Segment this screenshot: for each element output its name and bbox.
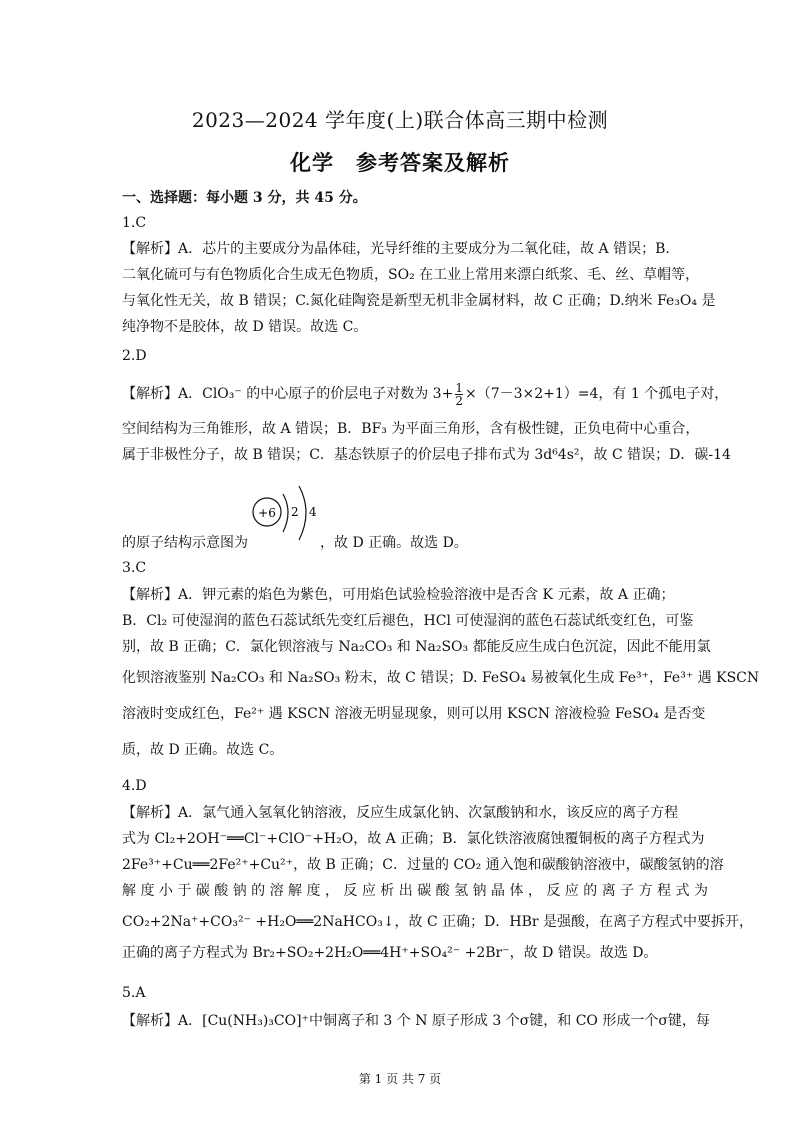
- page-title: 2023—2024 学年度(上)联合体高三期中检测: [191, 108, 609, 132]
- explanation-3: [122, 582, 760, 768]
- explanation-4-line-3: 2Fe³⁺+Cu══2Fe²⁺+Cu²⁺，故 B 正确；C．过量的 CO₂ 通入饱和碳酸钠溶液中，碳酸氢钠的溶: [122, 857, 724, 873]
- explanation-2-line-3: 属于非极性分子，故 B 错误；C．基态铁原子的价层电子排布式为 3d⁶4s²，故 C 错误；D．碳-14: [122, 447, 731, 463]
- explanation-3-line-2: B．Cl₂ 可使湿润的蓝色石蕊试纸先变红后褪色，HCl 可使湿润的蓝色石蕊试纸变红色，可鉴: [122, 613, 694, 629]
- explanation-1-line-4: 纯净物不是胶体，故 D 错误。故选 C。: [122, 319, 368, 335]
- shell-1-electrons: 2: [291, 505, 299, 519]
- explanation-3-line-6: 质，故 D 正确。故选 C。: [122, 742, 284, 758]
- explanation-2-line-1b: ×（7－3×2+1）=4，有 1 个孤电子对，: [464, 386, 729, 402]
- answer-1: 1.C: [122, 215, 147, 231]
- explanation-1-line-3: 与氧化性无关，故 B 错误；C.氮化硅陶瓷是新型无机非金属材料，故 C 正确；D.纳米 Fe₃O₄ 是: [122, 293, 716, 309]
- fraction-denominator: 2: [455, 393, 463, 408]
- explanation-1-line-2: 二氧化硫可与有色物质化合生成无色物质，SO₂ 在工业上常用来漂白纸浆、毛、丝、草帽等，: [122, 267, 700, 283]
- section-heading: 一、选择题：每小题 3 分，共 45 分。: [122, 190, 367, 206]
- answer-2: 2.D: [122, 348, 147, 364]
- explanation-5-line-1: 【解析】A．[Cu(NH₃)₃CO]⁺中铜离子和 3 个 N 原子形成 3 个σ键，和 CO 形成一个σ键，每: [122, 1013, 710, 1029]
- answer-3: 3.C: [122, 560, 147, 576]
- electron-shell-1: [283, 494, 288, 532]
- explanation-4: [122, 800, 754, 966]
- explanation-2-line-4b: ，故 D 正确。故选 D。: [320, 535, 468, 551]
- page-subtitle: 化学 参考答案及解析: [290, 150, 510, 175]
- explanation-1-line-1: 【解析】A．芯片的主要成分为晶体硅，光导纤维的主要成分为二氧化硅，故 A 错误；B.: [122, 241, 670, 257]
- explanation-4-line-1: 【解析】A．氯气通入氢氧化钠溶液，反应生成氯化钠、次氯酸钠和水，该反应的离子方程: [122, 805, 679, 821]
- explanation-1: [122, 236, 716, 340]
- explanation-3-line-1: 【解析】A．钾元素的焰色为紫色，可用焰色试验检验溶液中是否含 K 元素，故 A 正确；: [122, 587, 675, 603]
- explanation-2-line-1: [122, 376, 729, 412]
- electron-shell-2: [299, 486, 306, 540]
- explanation-2-line-2: 空间结构为三角锥形，故 A 错误；B．BF₃ 为平面三角形，含有极性键，正负电荷中心重合，: [122, 421, 700, 437]
- shell-2-electrons: 4: [309, 505, 317, 519]
- explanation-3-line-3: 别，故 B 正确；C．氯化钡溶液与 Na₂CO₃ 和 Na₂SO₃ 都能反应生成白色沉淀，因此不能用氯: [122, 639, 711, 655]
- answer-5: 5.A: [122, 985, 146, 1001]
- fraction-numerator: 1: [455, 380, 463, 395]
- explanation-4-line-5: CO₂+2Na⁺+CO₃²⁻ +H₂O══2NaHCO₃↓，故 C 正确；D．HBr 是强酸，在离子方程式中要拆开，: [122, 914, 754, 930]
- explanation-3-line-5: 溶液时变成红色，Fe²⁺ 遇 KSCN 溶液无明显现象，则可以用 KSCN 溶液检验 FeSO₄ 是否变: [122, 706, 706, 722]
- explanation-3-line-4: 化钡溶液鉴别 Na₂CO₃ 和 Na₂SO₃ 粉末，故 C 错误；D. FeSO₄ 易被氧化生成 Fe³⁺，Fe³⁺ 遇 KSCN: [122, 670, 760, 686]
- explanation-4-line-4: 解 度 小 于 碳 酸 钠 的 溶 解 度 ， 反 应 析 出 碳 酸 氢 钠 晶 体 ， 反 应 的 离 子 方 程 式 为: [122, 883, 708, 899]
- explanation-5: [122, 1008, 710, 1034]
- page-footer: 第 1 页 共 7 页: [358, 1072, 442, 1086]
- explanation-4-line-6: 正确的离子方程式为 Br₂+SO₂+2H₂O══4H⁺+SO₄²⁻ +2Br⁻，故 D 错误。故选 D。: [122, 945, 658, 961]
- explanation-2: [122, 376, 731, 468]
- nucleus-charge: +6: [258, 506, 276, 520]
- fraction-one-half: [455, 382, 463, 407]
- explanation-2-line-4a: 的原子结构示意图为: [122, 535, 248, 551]
- explanation-2-line-1a: 【解析】A．ClO₃⁻ 的中心原子的价层电子对数为 3+: [122, 386, 454, 402]
- answer-4: 4.D: [122, 778, 147, 794]
- explanation-4-line-2: 式为 Cl₂+2OH⁻══Cl⁻+ClO⁻+H₂O，故 A 正确；B．氯化铁溶液腐蚀覆铜板的离子方程式为: [122, 831, 705, 847]
